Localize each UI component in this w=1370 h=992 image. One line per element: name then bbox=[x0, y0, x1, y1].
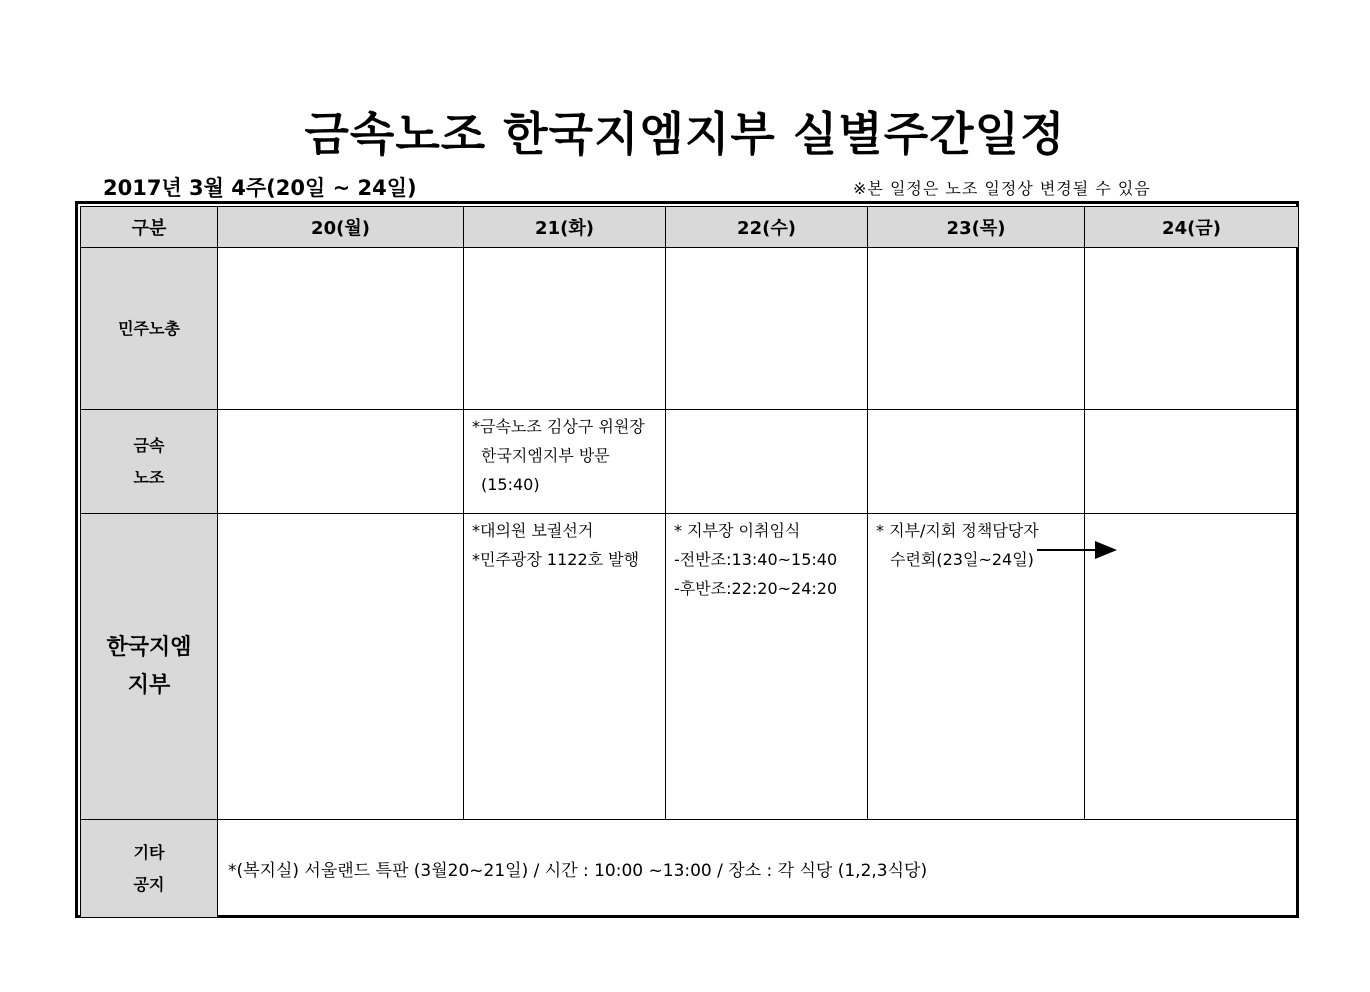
header-row bbox=[81, 207, 1299, 248]
header-wed: 22(수) bbox=[666, 207, 868, 248]
cell-kctu-wed bbox=[666, 248, 868, 410]
schedule-entry: * 지부/지회 정책담당자 bbox=[876, 521, 1039, 540]
schedule-entry: -전반조:13:40~15:40 bbox=[674, 550, 838, 569]
schedule-entry: *금속노조 김상구 위원장 bbox=[472, 417, 645, 436]
row-label-other bbox=[81, 820, 218, 918]
cell-kctu-tue bbox=[464, 248, 666, 410]
schedule-entry: * 지부장 이취임식 bbox=[674, 521, 801, 540]
cell-gm-wed bbox=[666, 514, 868, 820]
cell-kmwu-thu bbox=[868, 410, 1085, 514]
row-label-line: 기타 bbox=[133, 842, 165, 862]
cell-kctu-thu bbox=[868, 248, 1085, 410]
header-mon: 20(월) bbox=[218, 207, 464, 248]
header-tue: 21(화) bbox=[464, 207, 666, 248]
cell-kctu-fri bbox=[1085, 248, 1299, 410]
cell-kmwu-fri bbox=[1085, 410, 1299, 514]
schedule-entry: 수련회(23일~24일) bbox=[890, 550, 1034, 569]
header-thu: 23(목) bbox=[868, 207, 1085, 248]
row-label-gm-korea bbox=[81, 514, 218, 820]
row-label-kctu bbox=[81, 248, 218, 410]
cell-kctu-mon bbox=[218, 248, 464, 410]
table-row bbox=[81, 248, 1299, 410]
cell-kmwu-wed bbox=[666, 410, 868, 514]
header-fri: 24(금) bbox=[1085, 207, 1299, 248]
cell-other-notice bbox=[218, 820, 1299, 918]
row-label-line: 한국지엠 bbox=[106, 634, 192, 660]
arrow-right-icon bbox=[1037, 540, 1117, 560]
header-category: 구분 bbox=[81, 207, 218, 248]
schedule-entry: 한국지엠지부 방문 bbox=[481, 446, 610, 465]
schedule-entry: -후반조:22:20~24:20 bbox=[674, 579, 838, 598]
row-label-kmwu bbox=[81, 410, 218, 514]
schedule-entry: *대의원 보궐선거 bbox=[472, 521, 594, 540]
week-range: 2017년 3월 4주(20일 ~ 24일) bbox=[103, 176, 417, 200]
page-title: 금속노조 한국지엠지부 실별주간일정 bbox=[304, 107, 1066, 161]
cell-kmwu-tue bbox=[464, 410, 666, 514]
cell-gm-mon bbox=[218, 514, 464, 820]
table-row bbox=[81, 820, 1299, 918]
row-label-line: 노조 bbox=[133, 467, 165, 487]
cell-gm-tue bbox=[464, 514, 666, 820]
cell-kmwu-mon bbox=[218, 410, 464, 514]
row-label-line: 지부 bbox=[127, 672, 171, 698]
row-label-line: 공지 bbox=[133, 874, 165, 894]
table-row bbox=[81, 410, 1299, 514]
schedule-entry: *민주광장 1122호 발행 bbox=[472, 550, 640, 569]
schedule-entry: (15:40) bbox=[481, 475, 540, 494]
row-label-line: 금속 bbox=[133, 435, 165, 455]
schedule-notice: ※본 일정은 노조 일정상 변경될 수 있음 bbox=[853, 179, 1151, 198]
other-notice-text: *(복지실) 서울랜드 특판 (3월20~21일) / 시간 : 10:00 ~13:00 / 장소 : 각 식당 (1,2,3식당) bbox=[228, 861, 928, 881]
schedule-table bbox=[80, 206, 1299, 918]
row-label-line: 민주노총 bbox=[118, 318, 180, 338]
